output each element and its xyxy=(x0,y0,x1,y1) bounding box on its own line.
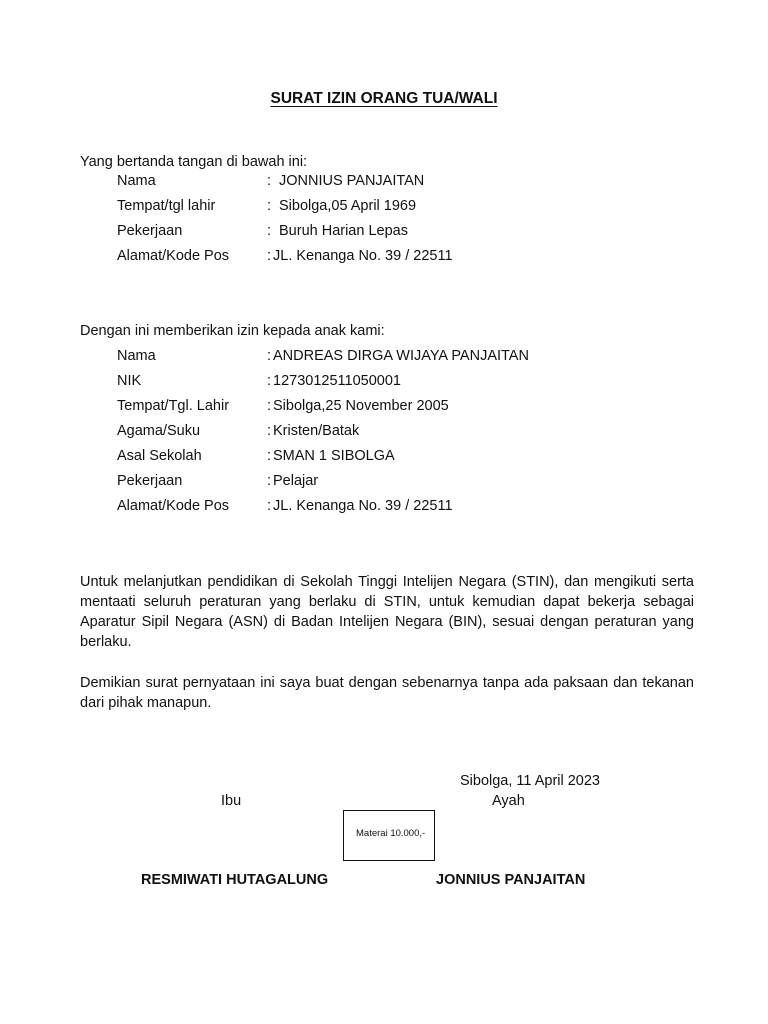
field-label: Alamat/Kode Pos xyxy=(117,248,230,264)
field-colon: : xyxy=(267,423,272,439)
field-value: Kristen/Batak xyxy=(273,423,360,439)
field-value: Pelajar xyxy=(273,473,319,489)
field-label: Pekerjaan xyxy=(117,223,183,239)
field-label: Tempat/Tgl. Lahir xyxy=(117,398,230,414)
field-label: Agama/Suku xyxy=(117,423,201,439)
field-colon: : xyxy=(267,473,272,489)
field-value: Sibolga,25 November 2005 xyxy=(273,398,449,414)
field-value: SMAN 1 SIBOLGA xyxy=(273,448,395,464)
closing-paragraph: Demikian surat pernyataan ini saya buat dengan sebenarnya tanpa ada paksaan dan tekanan dari pihak manapun. xyxy=(80,675,694,711)
field-value: Buruh Harian Lepas xyxy=(279,223,408,239)
field-colon: : xyxy=(267,348,272,364)
field-label: Asal Sekolah xyxy=(117,448,202,464)
intro-child: Dengan ini memberikan izin kepada anak kami: xyxy=(80,323,385,339)
father-name: JONNIUS PANJAITAN xyxy=(436,872,586,888)
field-value: 1273012511050001 xyxy=(273,373,401,389)
field-value: JL. Kenanga No. 39 / 22511 xyxy=(273,248,453,264)
field-colon: : xyxy=(267,373,272,389)
field-colon: : xyxy=(267,223,272,239)
field-label: Pekerjaan xyxy=(117,473,183,489)
mother-label: Ibu xyxy=(221,793,242,809)
field-colon: : xyxy=(267,248,272,264)
field-colon: : xyxy=(267,173,272,189)
field-label: Nama xyxy=(117,173,156,189)
stamp-text: Materai 10.000,- xyxy=(356,828,426,839)
field-value: JONNIUS PANJAITAN xyxy=(279,173,425,189)
purpose-paragraph: Untuk melanjutkan pendidikan di Sekolah Tinggi Intelijen Negara (STIN), dan mengikuti serta mentaati seluruh peraturan yang berlaku di STIN, untuk kemudian dapat bekerja sebagai Aparatur Sipil Negara (ASN) di Badan Intelijen Negara (BIN), sesuai dengan peraturan yang berlaku. xyxy=(80,574,694,650)
field-colon: : xyxy=(267,448,272,464)
field-value: ANDREAS DIRGA WIJAYA PANJAITAN xyxy=(273,348,529,364)
mother-name: RESMIWATI HUTAGALUNG xyxy=(141,872,329,888)
father-label: Ayah xyxy=(492,793,525,809)
field-colon: : xyxy=(267,498,272,514)
field-label: Alamat/Kode Pos xyxy=(117,498,230,514)
field-label: NIK xyxy=(117,373,142,389)
intro-parent: Yang bertanda tangan di bawah ini: xyxy=(80,154,308,170)
field-value: JL. Kenanga No. 39 / 22511 xyxy=(273,498,453,514)
field-label: Nama xyxy=(117,348,156,364)
document-title: SURAT IZIN ORANG TUA/WALI xyxy=(270,90,498,107)
field-value: Sibolga,05 April 1969 xyxy=(279,198,417,214)
field-colon: : xyxy=(267,198,272,214)
place-date: Sibolga, 11 April 2023 xyxy=(460,773,601,789)
field-colon: : xyxy=(267,398,272,414)
field-label: Tempat/tgl lahir xyxy=(117,198,216,214)
revenue-stamp-box xyxy=(343,810,435,861)
